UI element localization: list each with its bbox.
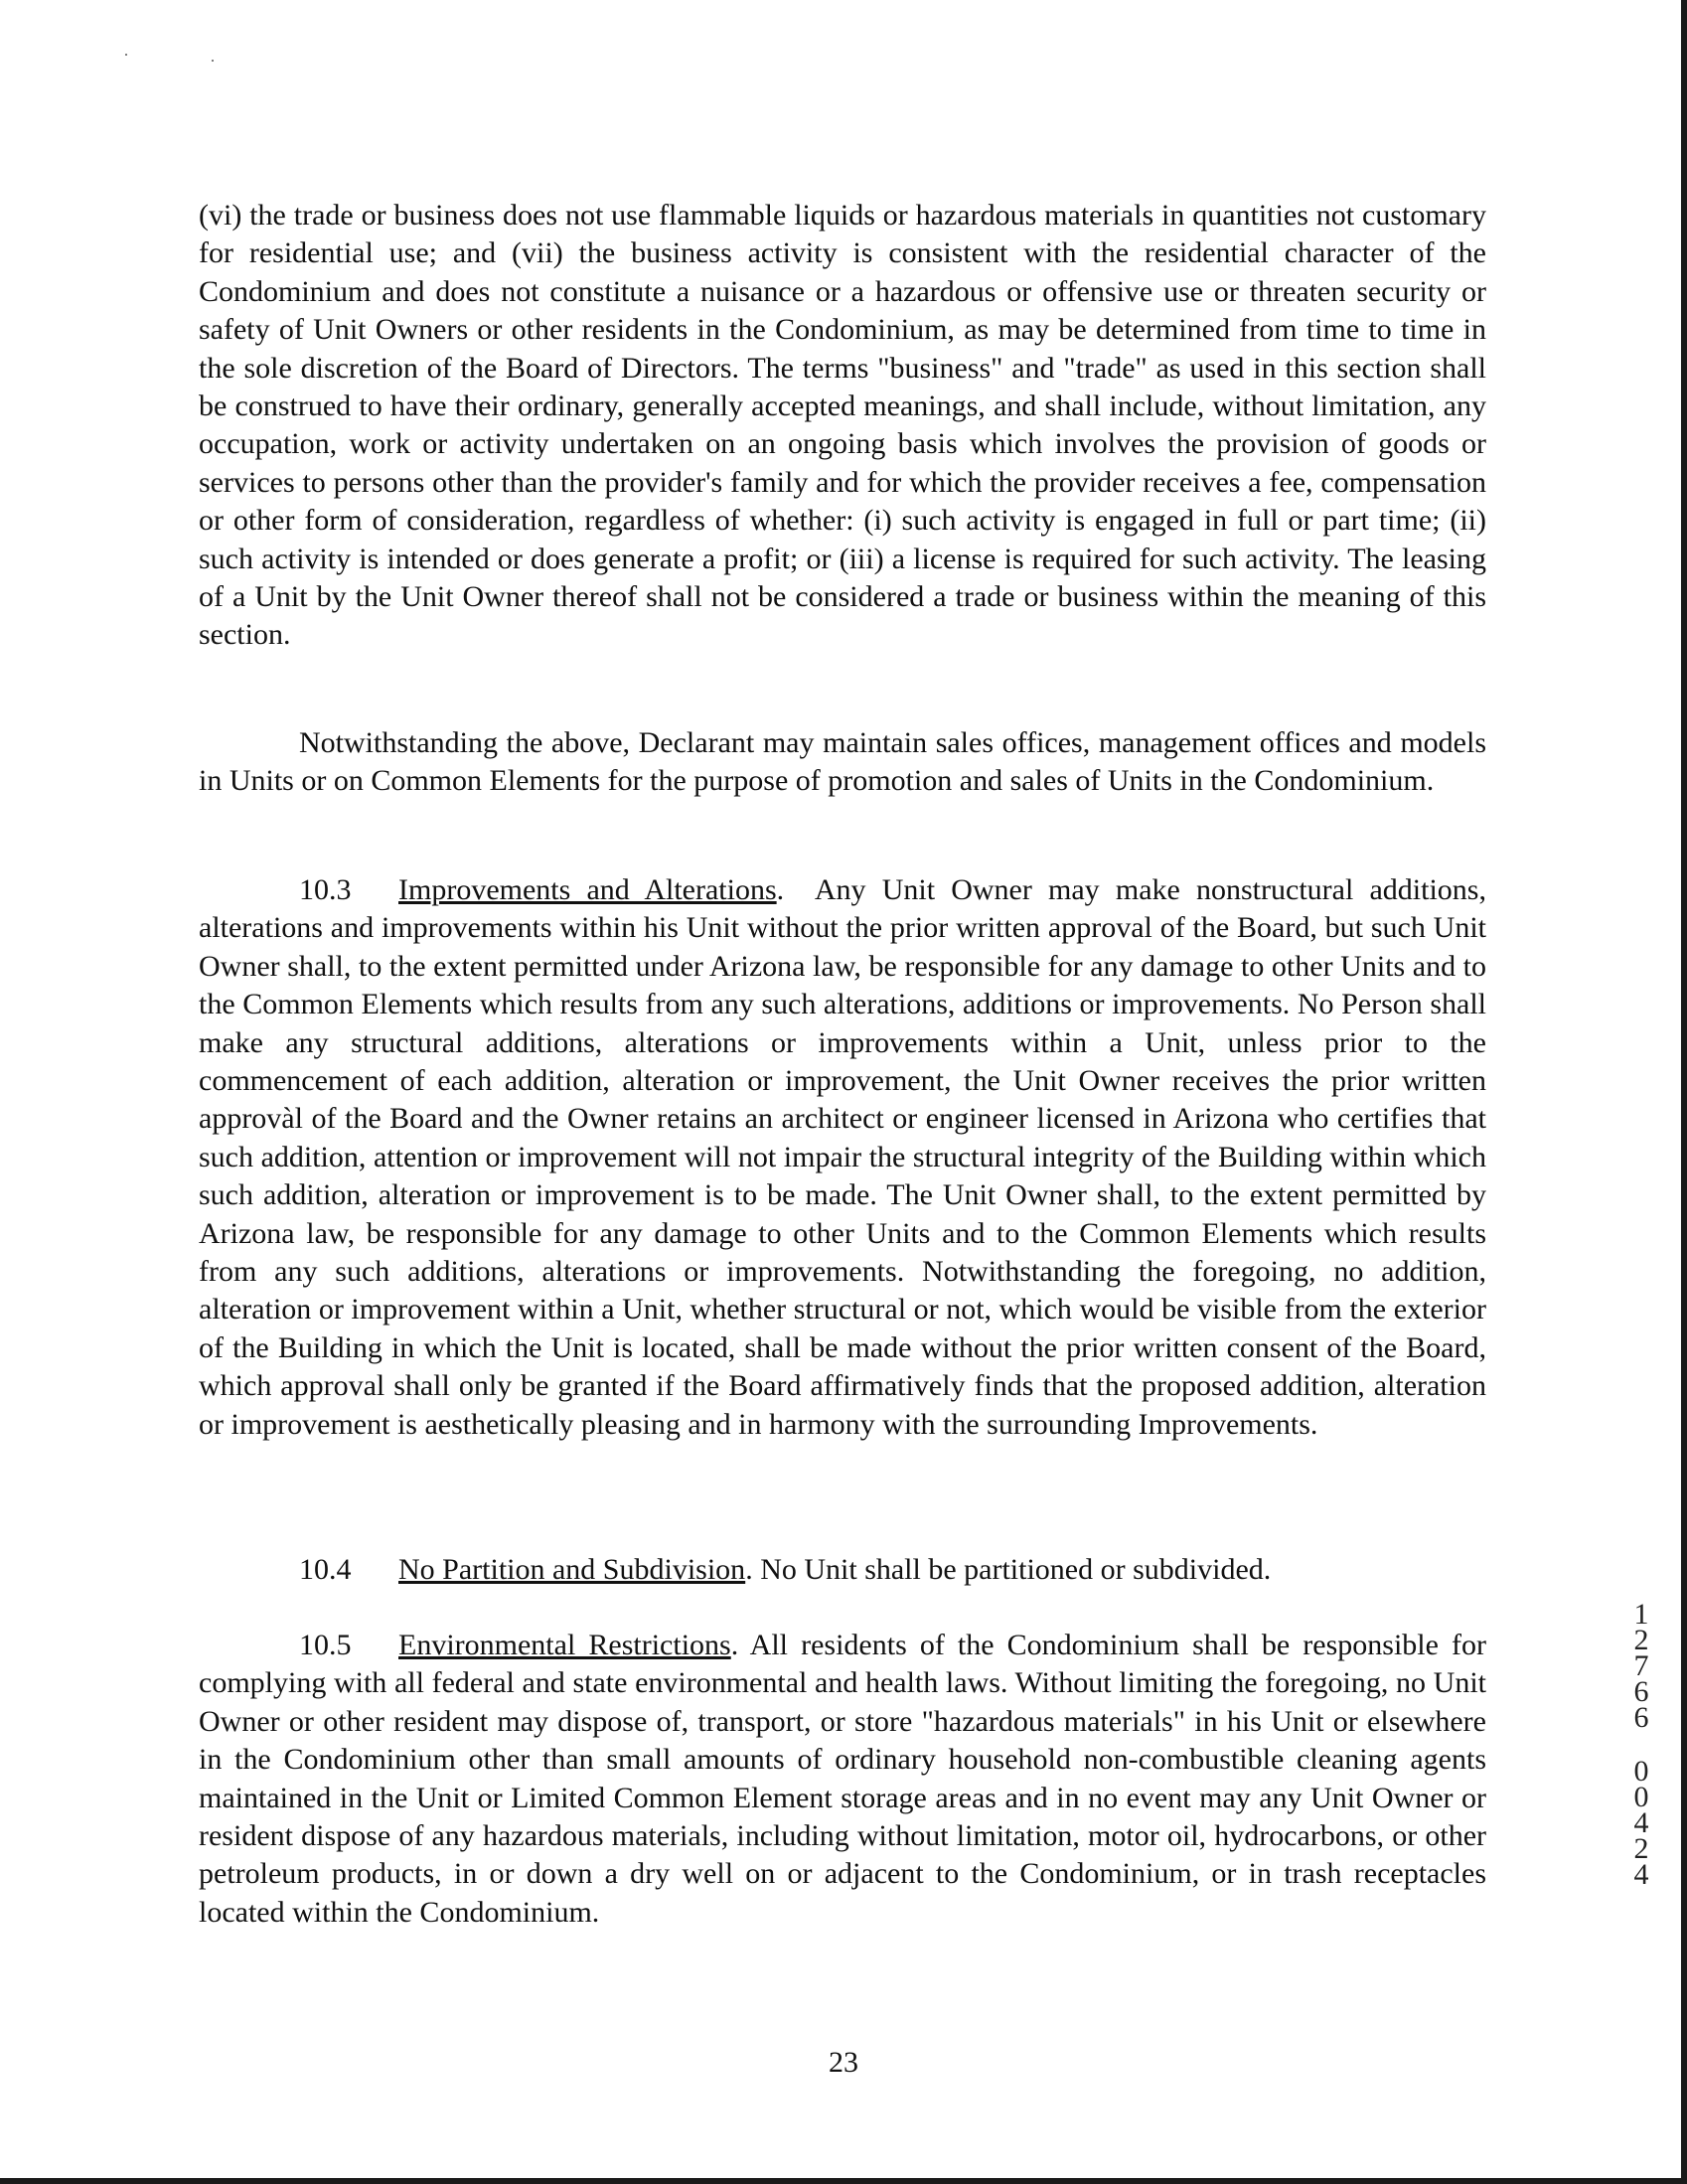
stamp-digit: 2 <box>1633 1832 1649 1865</box>
section-number: 10.4 <box>299 1553 352 1586</box>
section-number: 10.5 <box>299 1629 352 1661</box>
paragraph-declarant-sales-offices: Notwithstanding the above, Declarant may maintain sales offices, management offices and models in Units or on Common Elements for the purpose of promotion and sales of Units in the Condominium. <box>199 726 1486 798</box>
scan-edge-right <box>1681 0 1687 2184</box>
section-title: Environmental Restrictions <box>398 1629 731 1661</box>
section-title: No Partition and Subdivision <box>398 1553 746 1586</box>
stamp-digit: 4 <box>1633 1806 1649 1839</box>
scan-speck <box>125 54 127 56</box>
stamp-digit: 6 <box>1633 1675 1649 1708</box>
stamp-digit: 7 <box>1633 1649 1649 1682</box>
section-body: Any Unit Owner may make nonstructural additions, alterations and improvements within his Unit without the prior written approval of the Board, but such Unit Owner shall, to the extent permitted under Arizona law, be responsible for any damage to other Units and to the Common Elements which results from any such alterations, additions or improvements. No Person shall make any structural additions, alterations or improvements within a Unit, unless prior to the commencement of each addition, alteration or improvement, the Unit Owner receives the prior written approvàl of the Board and the Owner retains an architect or engineer licensed in Arizona who certifies that such addition, attention or improvement will not impair the structural integrity of the Building within which such addition, alteration or improvement is to be made. The Unit Owner shall, to the extent permitted by Arizona law, be responsible for any damage to other Units and to the Common Elements which results from any such additions, alterations or improvements. Notwithstanding the foregoing, no addition, alteration or improvement within a Unit, whether structural or not, which would be visible from the exterior of the Building in which the Unit is located, shall be made without the prior written consent of the Board, which approval shall only be granted if the Board affirmatively finds that the proposed addition, alteration or improvement is aesthetically pleasing and in harmony with the surrounding Improvements. <box>199 873 1486 1441</box>
section-10-5: 10.5 Environmental Restrictions. All residents of the Condominium shall be responsible for complying with all federal and state environmental and health laws. Without limiting the foregoing, no Unit Owner or other resident may dispose of, transport, or store "hazardous materials" in his Unit or elsewhere in the Condominium other than small amounts of ordinary household non-combustible cleaning agents maintained in the Unit or Limited Common Element storage areas and in no event may any Unit Owner or resident dispose of any hazardous materials, including without limitation, motor oil, hydrocarbons, or other petroleum products, in or down a dry well on or adjacent to the Condominium, or in trash receptacles located within the Condominium. <box>199 1629 1487 1929</box>
page-number: 23 <box>829 2046 858 2079</box>
section-10-3: 10.3 Improvements and Alterations. Any Unit Owner may make nonstructural additions, alterations and improvements within his Unit without the prior written approval of the Board, but such Unit Owner shall, to the extent permitted under Arizona law, be responsible for any damage to other Units and to the Common Elements which results from any such alterations, additions or improvements. No Person shall make any structural additions, alterations or improvements within a Unit, unless prior to the commencement of each addition, alteration or improvement, the Unit Owner receives the prior written approvàl of the Board and the Owner retains an architect or engineer licensed in Arizona who certifies that such addition, attention or improvement will not impair the structural integrity of the Building within which such addition, alteration or improvement is to be made. The Unit Owner shall, to the extent permitted by Arizona law, be responsible for any damage to other Units and to the Common Elements which results from any such additions, alterations or improvements. Notwithstanding the foregoing, no addition, alteration or improvement within a Unit, whether structural or not, which would be visible from the exterior of the Building in which the Unit is located, shall be made without the prior written consent of the Board, which approval shall only be granted if the Board affirmatively finds that the proposed addition, alteration or improvement is aesthetically pleasing and in harmony with the surrounding Improvements. <box>199 873 1486 1441</box>
stamp-digit: 0 <box>1633 1781 1649 1813</box>
scan-edge-bottom <box>0 2178 1687 2184</box>
recording-number-stamp <box>1623 1598 1659 1891</box>
stamp-digit: 2 <box>1633 1624 1649 1656</box>
stamp-digit: 0 <box>1633 1755 1649 1788</box>
section-body: No Unit shall be partitioned or subdivided. <box>760 1553 1272 1586</box>
section-title: Improvements and Alterations <box>398 873 777 906</box>
section-10-4: 10.4 No Partition and Subdivision. No Unit shall be partitioned or subdivided. <box>199 1551 1486 1589</box>
stamp-digit: 1 <box>1633 1598 1649 1631</box>
stamp-digit: 6 <box>1633 1701 1649 1734</box>
stamp-digit: 4 <box>1633 1858 1649 1891</box>
section-number: 10.3 <box>299 873 352 906</box>
scan-speck <box>212 60 214 62</box>
paragraph-home-business-continued: (vi) the trade or business does not use flammable liquids or hazardous materials in quantities not customary for residential use; and (vii) the business activity is consistent with the residential character of the Condominium and does not constitute a nuisance or a hazardous or offensive use or threaten security or safety of Unit Owners or other residents in the Condominium, as may be determined from time to time in the sole discretion of the Board of Directors. The terms "business" and "trade" as used in this section shall be construed to have their ordinary, generally accepted meanings, and shall include, without limitation, any occupation, work or activity undertaken on an ongoing basis which involves the provision of goods or services to persons other than the provider's family and for which the provider receives a fee, compensation or other form of consideration, regardless of whether: (i) such activity is engaged in full or part time; (ii) such activity is intended or does generate a profit; or (iii) a license is required for such activity. The leasing of a Unit by the Unit Owner thereof shall not be considered a trade or business within the meaning of this section. <box>199 199 1486 652</box>
section-body: All residents of the Condominium shall be responsible for complying with all federal and state environmental and health laws. Without limiting the foregoing, no Unit Owner or other resident may dispose of, transport, or store "hazardous materials" in his Unit or elsewhere in the Condominium other than small amounts of ordinary household non-combustible cleaning agents maintained in the Unit or Limited Common Element storage areas and in no event may any Unit Owner or resident dispose of any hazardous materials, including without limitation, motor oil, hydrocarbons, or other petroleum products, in or down a dry well on or adjacent to the Condominium, or in trash receptacles located within the Condominium. <box>199 1629 1487 1929</box>
